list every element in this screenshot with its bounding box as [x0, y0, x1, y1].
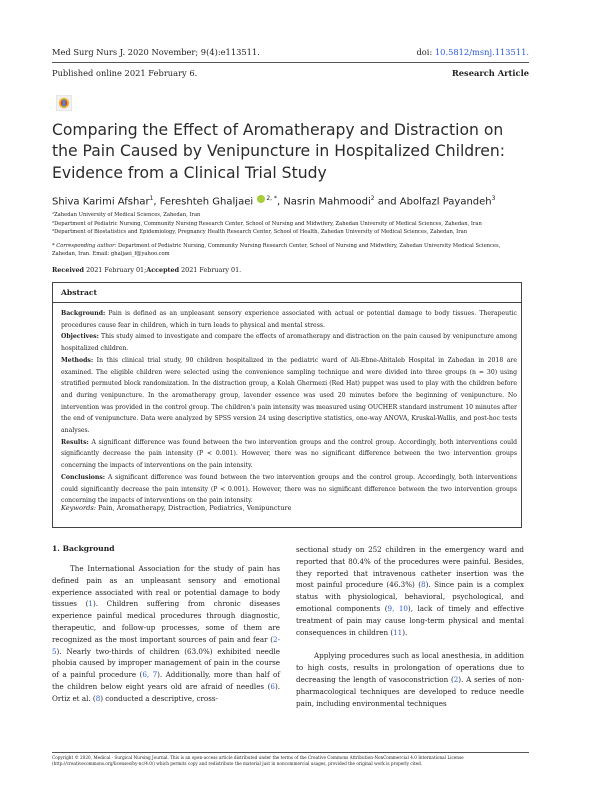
body-text: ). A series of non-pharmacological techniques are developed to reduce needle pain, including environmental techniques: [296, 674, 524, 708]
affiliation: ³Department of Biostatistics and Epidemiology, Pregnancy Health Research Center, School of Health, Zahedan University of Medical Sciences, Zahedan, Iran: [52, 229, 468, 235]
abstract-divider: [52, 302, 522, 303]
abstract-methods: [61, 355, 517, 437]
abstract-conclusions: [61, 472, 517, 507]
accepted-date: 2021 February 01.: [181, 266, 242, 274]
author-name[interactable]: and Abolfazl Payandeh: [377, 196, 492, 208]
conclusions-label: Conclusions:: [61, 473, 106, 481]
results-label: Results:: [61, 438, 89, 446]
objectives-text: This study aimed to investigate and compare the effects of aromatherapy and distraction on the pain caused by venipuncture among hospitalized children.: [61, 333, 518, 353]
section-heading: 1. Background: [52, 544, 115, 553]
results-text: A significant difference was found between the two intervention groups and the control group. Accordingly, both interventions could significantly decrease the pain intensity (P < 0.001). However, there was no significant difference between the two intervention groups concerning the impacts of interventions on the pain intensity.: [61, 438, 517, 470]
abstract-body: [61, 308, 517, 507]
footer-rule: [52, 752, 529, 753]
author-affiliation-mark: 1: [149, 195, 154, 202]
affiliation: ²Department of Pediatric Nursing, Community Nursing Research Center, School of Nursing and Midwifery, Zahedan University of Medical Sciences, Zahedan, Iran: [52, 221, 482, 227]
article-title: Comparing the Effect of Aromatherapy and Distraction on the Pain Caused by Venipuncture in Hospitalized Children: Evidence from a Clinical Trial Study: [52, 121, 505, 182]
author-affiliation-mark: 3: [491, 195, 496, 202]
abstract-objectives: [61, 331, 517, 354]
author-affiliation-mark: 2, *: [266, 195, 277, 202]
citation-link[interactable]: 8: [95, 693, 101, 703]
received-accepted: [52, 266, 241, 274]
body-paragraph: [52, 563, 280, 705]
body-text: sectional study on 252 children in the emergency ward and reported that 80.4% of the procedures were painful. Besides, they reported that intravenous catheter insertion was the most painful procedure (46.3%) (: [296, 545, 524, 590]
conclusions-text: A significant difference was found between the two intervention groups and the control group. Accordingly, both interventions could significantly decrease the pain intensity (P < 0.001). However, there was no significant difference between the two intervention groups concerning the impacts of interventions on the pain intensity.: [61, 473, 518, 505]
body-text: ).: [402, 627, 408, 637]
body-text: ). Nearly two-thirds of children (63.0%) exhibited needle phobia caused by improper management of pain in the course of a painful procedure (: [52, 646, 280, 680]
methods-label: Methods:: [61, 356, 94, 364]
methods-text: In this clinical trial study, 90 children hospitalized in the pediatric ward of Ali-Ebne-Abitaleb Hospital in Zahedan in 2018 are examined. The eligible children were selected using the convenience sampling technique and were divided into three groups (n = 30) using stratified permuted block randomization. In the distraction group, a Kolah Ghermezi (Red Hat) puppet was used to play with the children before and during venipuncture. In the aromatherapy group, lavender essence was used 20 minutes before the beginning of venipuncture. No intervention was provided in the control group. The children's pain intensity was measured using OUCHER standard instrument 10 minutes after the end of venipuncture. Data were analyzed by SPSS version 24 using descriptive statistics, one-way ANOVA, Kruskal-Wallis, and post-hoc tests analyses.: [61, 356, 517, 435]
citation-link[interactable]: 6, 7: [142, 670, 158, 680]
body-text: Applying procedures such as local anesthesia, in addition to high costs, results in prolongation of operations due to decreasing the length of vasoconstriction (: [296, 651, 524, 684]
doi-prefix: doi:: [416, 47, 435, 57]
affiliation: ¹Zahedan University of Medical Sciences, Zahedan, Iran: [52, 212, 201, 218]
corresponding-author-text: Department of Pediatric Nursing, Community Nursing Research Center, School of Nursing and Midwifery, Zahedan University Medical Sciences, Zahedan, Iran. Email: ghaljaei_f@yahoo.com: [52, 243, 501, 258]
objectives-label: Objectives:: [61, 333, 99, 341]
journal-citation: Med Surg Nurs J. 2020 November; 9(4):e113511.: [52, 47, 260, 57]
keywords: [61, 504, 292, 512]
corresponding-author-label: * Corresponding author:: [52, 243, 117, 249]
body-text: ), lack of timely and effective treatment of pain may cause long-term physical and mental consequences in children (: [296, 603, 525, 637]
citation-link[interactable]: 8: [421, 580, 426, 590]
author-name[interactable]: Shiva Karimi Afshar: [52, 196, 150, 208]
body-text: ). Since pain is a complex status with physiological, behavioral, psychological, and emotional components (: [296, 580, 525, 613]
citation-link[interactable]: 2: [453, 674, 459, 684]
header-rule: [52, 62, 529, 63]
citation-link[interactable]: 6: [270, 681, 275, 691]
author-name[interactable]: Fereshteh Ghaljaei: [159, 196, 254, 208]
body-paragraph: [296, 650, 524, 709]
keywords-label: Keywords:: [61, 504, 96, 512]
corresponding-author: [52, 242, 522, 259]
citation-link[interactable]: 9, 10: [387, 603, 408, 613]
abstract-heading: Abstract: [61, 288, 98, 297]
received-label: Received: [52, 266, 85, 274]
body-column-left: [52, 563, 280, 705]
abstract-results: [61, 437, 517, 472]
body-paragraph: [296, 544, 524, 638]
author-name[interactable]: Nasrin Mahmoodi: [283, 196, 371, 208]
doi-link[interactable]: 10.5812/msnj.113511.: [434, 47, 529, 57]
citation-link[interactable]: 11: [393, 627, 403, 637]
body-text: ) conducted a descriptive, cross-: [100, 693, 218, 703]
citation-link[interactable]: 2-5: [52, 634, 280, 656]
published-date: Published online 2021 February 6.: [52, 68, 198, 78]
body-text: The International Association for the study of pain has defined pain as an unpleasant sensory and emotional experience associated with real or potential damage to body tissues (: [52, 564, 280, 609]
body-text: ). Ortiz et al. (: [52, 681, 280, 703]
citation-link[interactable]: 1: [88, 599, 93, 609]
body-column-right: [296, 544, 524, 709]
keywords-text: Pain, Aromatherapy, Distraction, Pediatrics, Venipuncture: [98, 504, 292, 512]
orcid-icon[interactable]: [257, 195, 265, 203]
abstract-background: [61, 308, 517, 331]
background-label: Background:: [61, 310, 106, 317]
crossmark-icon[interactable]: [56, 95, 72, 111]
copyright-notice: Copyright © 2020, Medical - Surgical Nursing Journal. This is an open-access article distributed under the terms of the Creative Commons Attribution-NonCommercial 4.0 International License (http://creativecommons.org/licenses/by-nc/4.0/) which permits copy and redistribute the material just in noncommercial usages, provided the original work is properly cited.: [52, 755, 464, 766]
body-text: ). Additionally, more than half of the children below eight years old are afraid of needles (: [52, 670, 280, 691]
accepted-label: Accepted: [146, 266, 180, 274]
body-text: ). Children suffering from chronic diseases experience painful medical procedures through diagnostic, therapeutic, and follow-up processes, some of them are recognized as the most important sources of pain and fear (: [52, 599, 280, 644]
received-date: 2021 February 01;: [86, 266, 147, 274]
background-text: Pain is defined as an unpleasant sensory experience associated with actual or potential damage to body tissues. Therapeutic procedures cause fear in children, which in turn leads to physical and mental stress.: [61, 310, 517, 329]
author-affiliation-mark: 2: [370, 195, 375, 202]
doi: [417, 47, 530, 57]
author-list: Shiva Karimi Afshar$^1$, Fereshteh Ghaljaei $^{2, *}$, Nasrin Mahmoodi$^2$ and Abolfazl Payandeh$^3$: [52, 195, 496, 208]
article-type: Research Article: [451, 68, 529, 78]
